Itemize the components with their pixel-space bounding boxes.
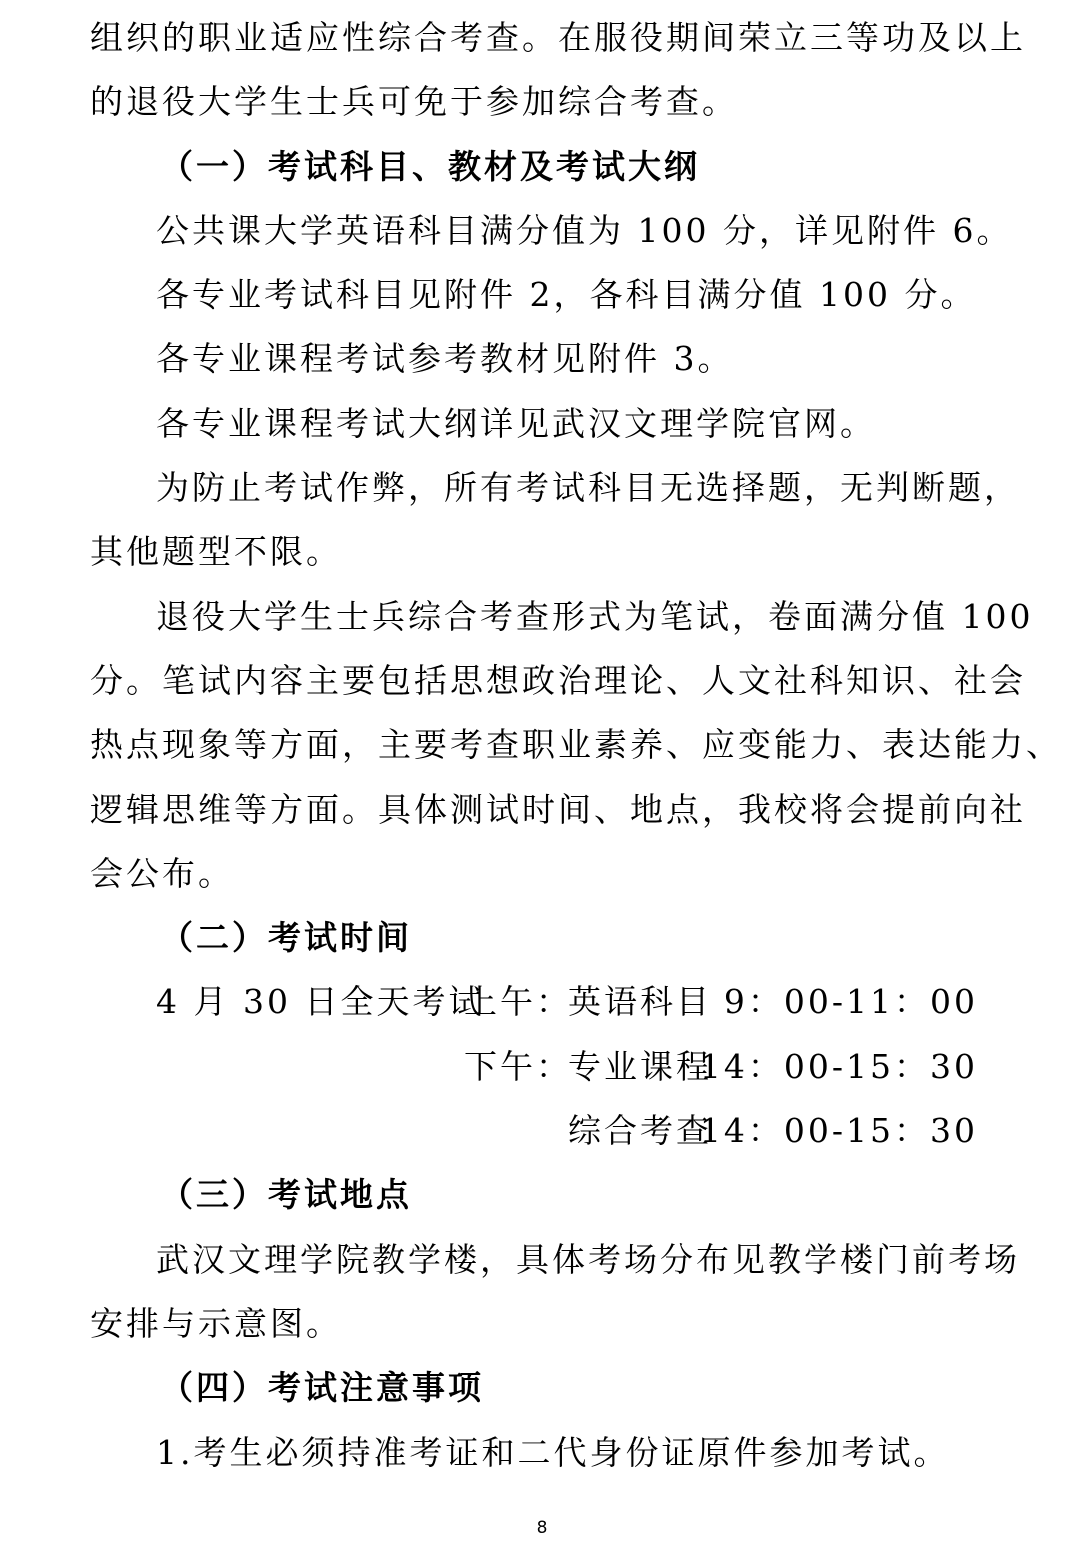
paragraph-line: 各专业课程考试大纲详见武汉文理学院官网。 <box>156 403 876 443</box>
paragraph-line: 公共课大学英语科目满分值为 100 分，详见附件 6。 <box>156 210 1013 250</box>
schedule-time: 14：00-15：30 <box>699 1046 978 1086</box>
schedule-row <box>90 1035 978 1099</box>
paragraph-line: 安排与示意图。 <box>90 1303 342 1343</box>
paragraph-line: 逻辑思维等方面。具体测试时间、地点，我校将会提前向社 <box>90 789 1026 829</box>
section-heading: （二）考试时间 <box>160 918 412 958</box>
schedule-period: 上午： <box>464 982 572 1022</box>
paragraph-line: 为防止考试作弊，所有考试科目无选择题，无判断题， <box>156 468 1020 508</box>
section-heading: （四）考试注意事项 <box>160 1368 484 1408</box>
schedule-time: 9：00-11：00 <box>723 982 978 1022</box>
schedule-date: 4 月 30 日全天考试 <box>156 982 485 1022</box>
schedule-subject: 英语科目 <box>568 982 712 1022</box>
paragraph-line: 的退役大学生士兵可免于参加综合考查。 <box>90 82 738 122</box>
schedule-subject: 专业课程 <box>568 1046 712 1086</box>
schedule-period: 下午： <box>464 1046 572 1086</box>
paragraph-line: 会公布。 <box>90 853 234 893</box>
schedule-row <box>90 1099 978 1163</box>
paragraph-line: 1.考生必须持准考证和二代身份证原件参加考试。 <box>156 1432 950 1472</box>
paragraph-line: 分。笔试内容主要包括思想政治理论、人文社科知识、社会 <box>90 660 1026 700</box>
paragraph-line: 各专业课程考试参考教材见附件 3。 <box>156 339 734 379</box>
section-heading: （一）考试科目、教材及考试大纲 <box>160 146 700 186</box>
paragraph-line: 退役大学生士兵综合考查形式为笔试，卷面满分值 100 <box>156 596 1034 636</box>
schedule-time: 14：00-15：30 <box>699 1111 978 1151</box>
paragraph-line: 各专业考试科目见附件 2，各科目满分值 100 分。 <box>156 275 977 315</box>
section-heading: （三）考试地点 <box>160 1175 412 1215</box>
document-page <box>90 6 1062 1485</box>
schedule-row <box>90 970 978 1034</box>
paragraph-line: 其他题型不限。 <box>90 532 342 572</box>
paragraph-line: 热点现象等方面，主要考查职业素养、应变能力、表达能力、 <box>90 725 1062 765</box>
schedule-subject: 综合考查 <box>568 1111 712 1151</box>
paragraph-line: 武汉文理学院教学楼，具体考场分布见教学楼门前考场 <box>156 1239 1020 1279</box>
paragraph-line: 组织的职业适应性综合考查。在服役期间荣立三等功及以上 <box>90 18 1026 57</box>
page-number: 8 <box>536 1518 548 1538</box>
